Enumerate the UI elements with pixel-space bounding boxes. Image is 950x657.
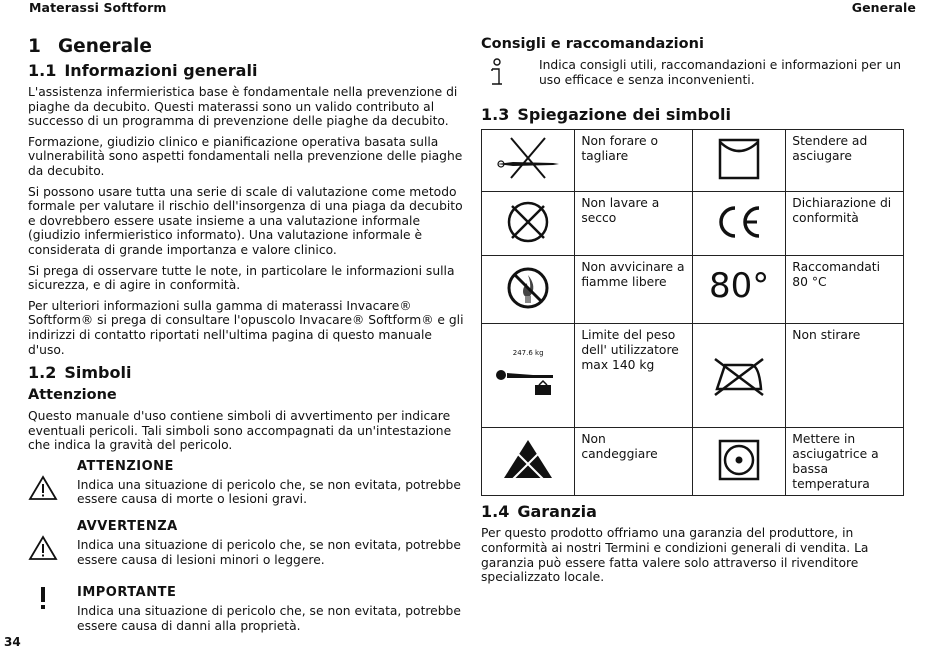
warning-avvertenza <box>28 519 468 573</box>
warning-triangle-icon <box>28 519 77 573</box>
right-column <box>481 36 906 591</box>
weight-label: 247.6 kg <box>512 349 544 358</box>
table-row <box>482 428 904 496</box>
symbol-label: Raccomandati 80 °C <box>786 256 904 324</box>
symbol-label: Non avvicinare a fiamme libere <box>575 256 693 324</box>
tips-block <box>481 58 906 93</box>
symbols-table <box>481 129 904 496</box>
header-section-title: Generale <box>851 0 916 15</box>
warning-text: Indica una situazione di pericolo che, se non evitata, potrebbe essere causa di danni alla proprietà. <box>77 604 461 633</box>
temperature-label: 80° <box>709 265 770 306</box>
temperature-80-icon <box>692 256 785 324</box>
warning-title: IMPORTANTE <box>77 585 177 601</box>
section-1-heading: 1 Generale <box>28 36 152 57</box>
header-manual-title: Materassi Softform <box>29 0 167 15</box>
warranty-text: Per questo prodotto offriamo una garanzia del produttore, in conformità ai nostri Termini e condizioni generali di vendita. La garanzia può essere fatta valere solo attraverso il rivenditore specializzato locale. <box>481 526 869 585</box>
no-bleach-icon <box>482 428 575 496</box>
info-icon <box>481 58 539 93</box>
no-pierce-cut-icon <box>482 130 575 192</box>
table-row <box>482 324 904 428</box>
warning-attenzione <box>28 459 468 513</box>
no-dry-clean-icon <box>482 192 575 256</box>
symbol-label: Non candeggiare <box>575 428 693 496</box>
exclamation-icon <box>28 585 77 639</box>
page-number: 34 <box>4 635 21 649</box>
section-1-2-heading: 1.2 Simboli <box>28 363 132 383</box>
warning-triangle-icon <box>28 459 77 513</box>
drip-dry-icon <box>692 130 785 192</box>
paragraph: L'assistenza infermieristica base è fondamentale nella prevenzione di piaghe da decubito. Questi materassi sono un valido contributo al successo di un programma di prevenzione delle piaghe da decubito. <box>28 85 458 129</box>
table-row <box>482 192 904 256</box>
symbol-label: Mettere in asciugatrice a bassa temperatura <box>786 428 904 496</box>
table-row <box>482 256 904 324</box>
no-open-flame-icon <box>482 256 575 324</box>
table-row <box>482 130 904 192</box>
warning-text: Indica una situazione di pericolo che, se non evitata, potrebbe essere causa di lesioni minori o leggere. <box>77 538 461 567</box>
paragraph: Per ulteriori informazioni sulla gamma di materassi Invacare® Softform® si prega di consultare l'opuscolo Invacare® Softform® e gli indirizzi di contatto riportati nell'ultima pagina di questo manuale d'uso. <box>28 298 464 357</box>
tips-heading: Consigli e raccomandazioni <box>481 36 704 52</box>
warning-text: Indica una situazione di pericolo che, se non evitata, potrebbe essere causa di morte o lesioni gravi. <box>77 477 461 507</box>
left-column <box>28 36 468 645</box>
warning-importante <box>28 585 468 639</box>
max-weight-icon <box>482 324 575 428</box>
symbol-label: Limite del peso dell' utilizzatore max 140 kg <box>575 324 693 428</box>
paragraph: Si possono usare tutta una serie di scale di valutazione come metodo formale per valutare il rischio dell'insorgenza di una piaga da decubito e dovrebbero essere usate insieme a una valutazione informale (giudizio infermieristico informato). Una valutazione informale è considerata di grande importanza e valore clinico. <box>28 184 463 257</box>
paragraph: Si prega di osservare tutte le note, in particolare le informazioni sulla sicurezza, e di agire in conformità. <box>28 263 455 293</box>
symbol-label: Non stirare <box>786 324 904 428</box>
symbol-label: Dichiarazione di conformità <box>786 192 904 256</box>
symbol-label: Non forare o tagliare <box>575 130 693 192</box>
attention-subheading: Attenzione <box>28 387 117 404</box>
ce-mark-icon <box>692 192 785 256</box>
section-1-4-heading: 1.4 Garanzia <box>481 502 597 522</box>
tumble-dry-low-icon <box>692 428 785 496</box>
tips-text: Indica consigli utili, raccomandazioni e informazioni per un uso efficace e senza inconvenienti. <box>539 58 902 87</box>
paragraph: Formazione, giudizio clinico e pianificazione operativa basata sulla vulnerabilità sono aspetti fondamentali nella prevenzione delle piaghe da decubito. <box>28 134 463 178</box>
no-ironing-icon <box>692 324 785 428</box>
symbol-label: Stendere ad asciugare <box>786 130 904 192</box>
symbol-label: Non lavare a secco <box>575 192 693 256</box>
section-1-1-heading: 1.1 Informazioni generali <box>28 61 258 80</box>
warning-title: AVVERTENZA <box>77 519 178 535</box>
symbols-intro: Questo manuale d'uso contiene simboli di avvertimento per indicare eventuali pericoli. Tali simboli sono accompagnati da un'intestazione che indica la gravità del pericolo. <box>28 409 452 453</box>
warning-title: ATTENZIONE <box>77 458 174 474</box>
section-1-3-heading: 1.3 Spiegazione dei simboli <box>481 105 731 125</box>
